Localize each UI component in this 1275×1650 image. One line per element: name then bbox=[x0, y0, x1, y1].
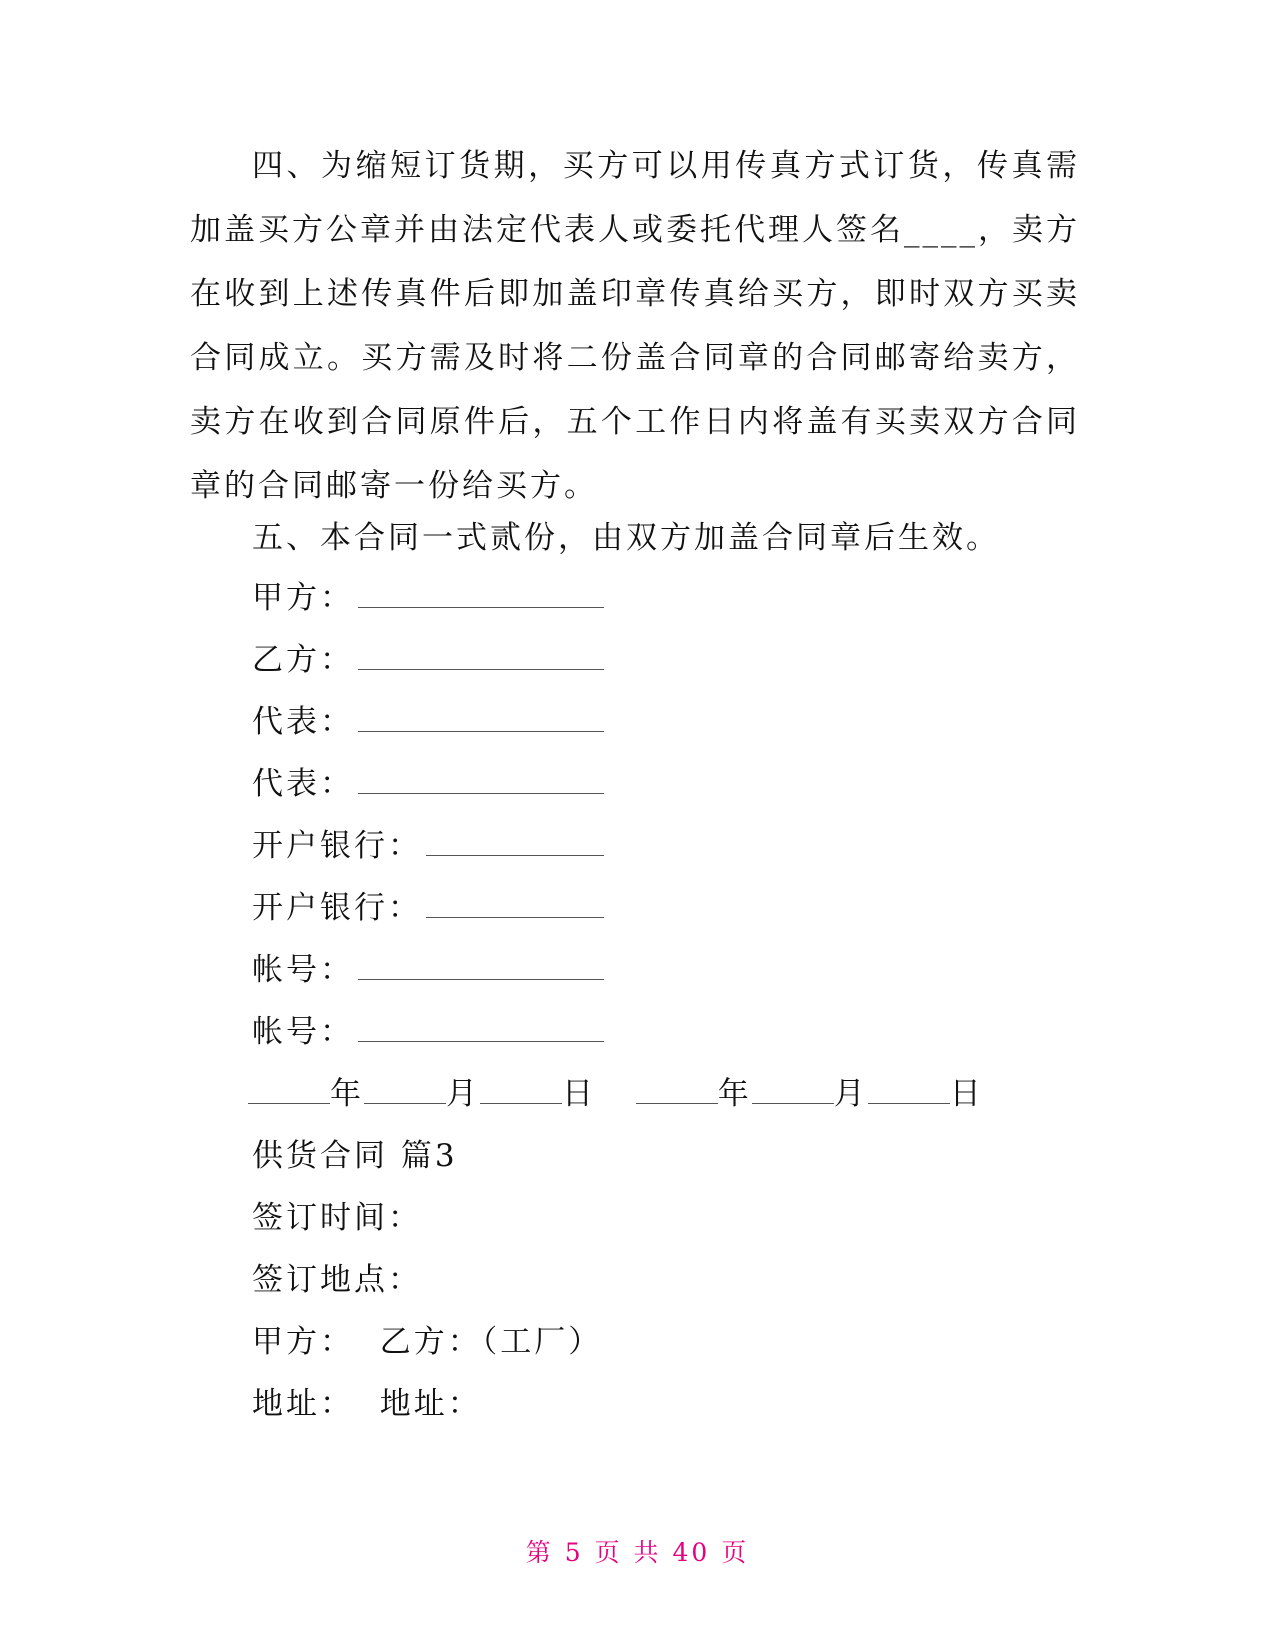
signature-blank bbox=[358, 645, 604, 670]
date-blank bbox=[752, 1079, 834, 1104]
signature-label: 代表： bbox=[252, 704, 354, 740]
signature-label: 开户银行： bbox=[252, 890, 422, 926]
signature-label: 乙方： bbox=[252, 642, 354, 678]
date-line bbox=[248, 1074, 984, 1114]
month-label: 月 bbox=[833, 1076, 868, 1112]
date-blank bbox=[364, 1079, 446, 1104]
signature-field-representative-b bbox=[252, 764, 604, 804]
signature-field-bank-a bbox=[252, 826, 604, 866]
signature-blank bbox=[358, 1017, 604, 1042]
signature-field-party-a bbox=[252, 578, 604, 618]
signature-blank bbox=[358, 955, 604, 980]
clause-5-paragraph: 五、本合同一式贰份，由双方加盖合同章后生效。 bbox=[252, 520, 1000, 556]
parties-label: 甲方： 乙方：（工厂） bbox=[252, 1324, 603, 1360]
sign-time-label: 签订时间： bbox=[252, 1200, 422, 1236]
day-label: 日 bbox=[562, 1076, 596, 1112]
month-label: 月 bbox=[446, 1076, 480, 1112]
signature-blank bbox=[358, 769, 604, 794]
date-blank bbox=[868, 1079, 950, 1104]
clause-4-paragraph: 四、为缩短订货期，买方可以用传真方式订货，传真需加盖买方公章并由法定代表人或委托代理人签名____，卖方在收到上述传真件后即加盖印章传真给买方，即时双方买卖合同成立。买方需及时将二份盖合同章的合同邮寄给卖方，卖方在收到合同原件后，五个工作日内将盖有买卖双方合同章的合同邮寄一份给买方。 bbox=[190, 148, 1080, 504]
signature-field-bank-b bbox=[252, 888, 604, 928]
year-label: 年 bbox=[717, 1076, 752, 1112]
date-blank bbox=[636, 1079, 718, 1104]
signature-blank bbox=[358, 707, 604, 732]
signature-blank bbox=[358, 583, 604, 608]
signature-label: 帐号： bbox=[252, 952, 354, 988]
signature-label: 甲方： bbox=[252, 580, 354, 616]
section-3-heading: 供货合同 篇3 bbox=[252, 1138, 458, 1174]
signature-field-account-b bbox=[252, 1012, 604, 1052]
signature-field-representative-a bbox=[252, 702, 604, 742]
date-blank bbox=[248, 1079, 330, 1104]
year-label: 年 bbox=[330, 1076, 364, 1112]
signature-field-account-a bbox=[252, 950, 604, 990]
signature-field-party-b bbox=[252, 640, 604, 680]
address-label: 地址： 地址： bbox=[252, 1386, 482, 1422]
sign-place-label: 签订地点： bbox=[252, 1262, 422, 1298]
signature-blank bbox=[426, 893, 604, 918]
signature-label: 开户银行： bbox=[252, 828, 422, 864]
signature-label: 帐号： bbox=[252, 1014, 354, 1050]
signature-label: 代表： bbox=[252, 766, 354, 802]
day-label: 日 bbox=[949, 1076, 984, 1112]
signature-blank bbox=[426, 831, 604, 856]
date-blank bbox=[480, 1079, 562, 1104]
page-footer: 第 5 页 共 40 页 bbox=[525, 1538, 750, 1567]
